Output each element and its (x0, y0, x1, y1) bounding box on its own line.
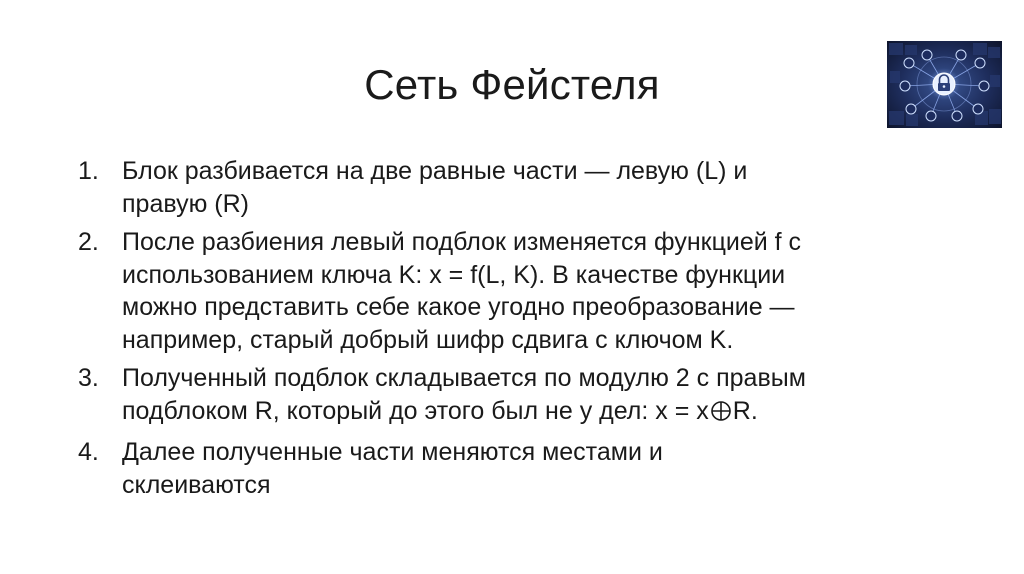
item-number: 1. (78, 157, 99, 185)
formula-suffix: R. (732, 396, 758, 425)
list-item (78, 362, 958, 430)
list-item (78, 155, 958, 220)
feistel-steps-list (78, 155, 958, 507)
slide-title: Сеть Фейстеля (364, 61, 660, 108)
item-text-line: правую (R) (122, 189, 249, 218)
item-text-line: например, старый добрый шифр сдвига с ключом K. (122, 325, 734, 354)
list-item (78, 436, 958, 501)
item-text-line: Блок разбивается на две равные части — левую (L) и (122, 157, 748, 185)
item-text-line: Далее полученные части меняются местами и (122, 438, 663, 466)
item-text-line: использованием ключа K: x = f(L, K). В качестве функции (122, 260, 786, 289)
item-text-line: можно представить себе какое угодно преобразование — (122, 293, 795, 321)
item-number: 3. (78, 364, 99, 392)
lock-network-icon (887, 41, 1002, 128)
item-number: 4. (78, 438, 99, 466)
security-network-image (887, 41, 1002, 128)
list-item (78, 226, 958, 356)
item-text-line: Полученный подблок складывается по модулю 2 с правым (122, 364, 806, 392)
item-number: 2. (78, 228, 99, 256)
item-text-line-with-formula (122, 395, 958, 431)
item-text-line: склеиваются (122, 470, 271, 499)
formula-prefix: подблоком R, который до этого был не у дел: x = x (122, 396, 709, 425)
item-text-line: После разбиения левый подблок изменяется функцией f с (122, 228, 802, 256)
xor-operator-icon (710, 398, 732, 431)
